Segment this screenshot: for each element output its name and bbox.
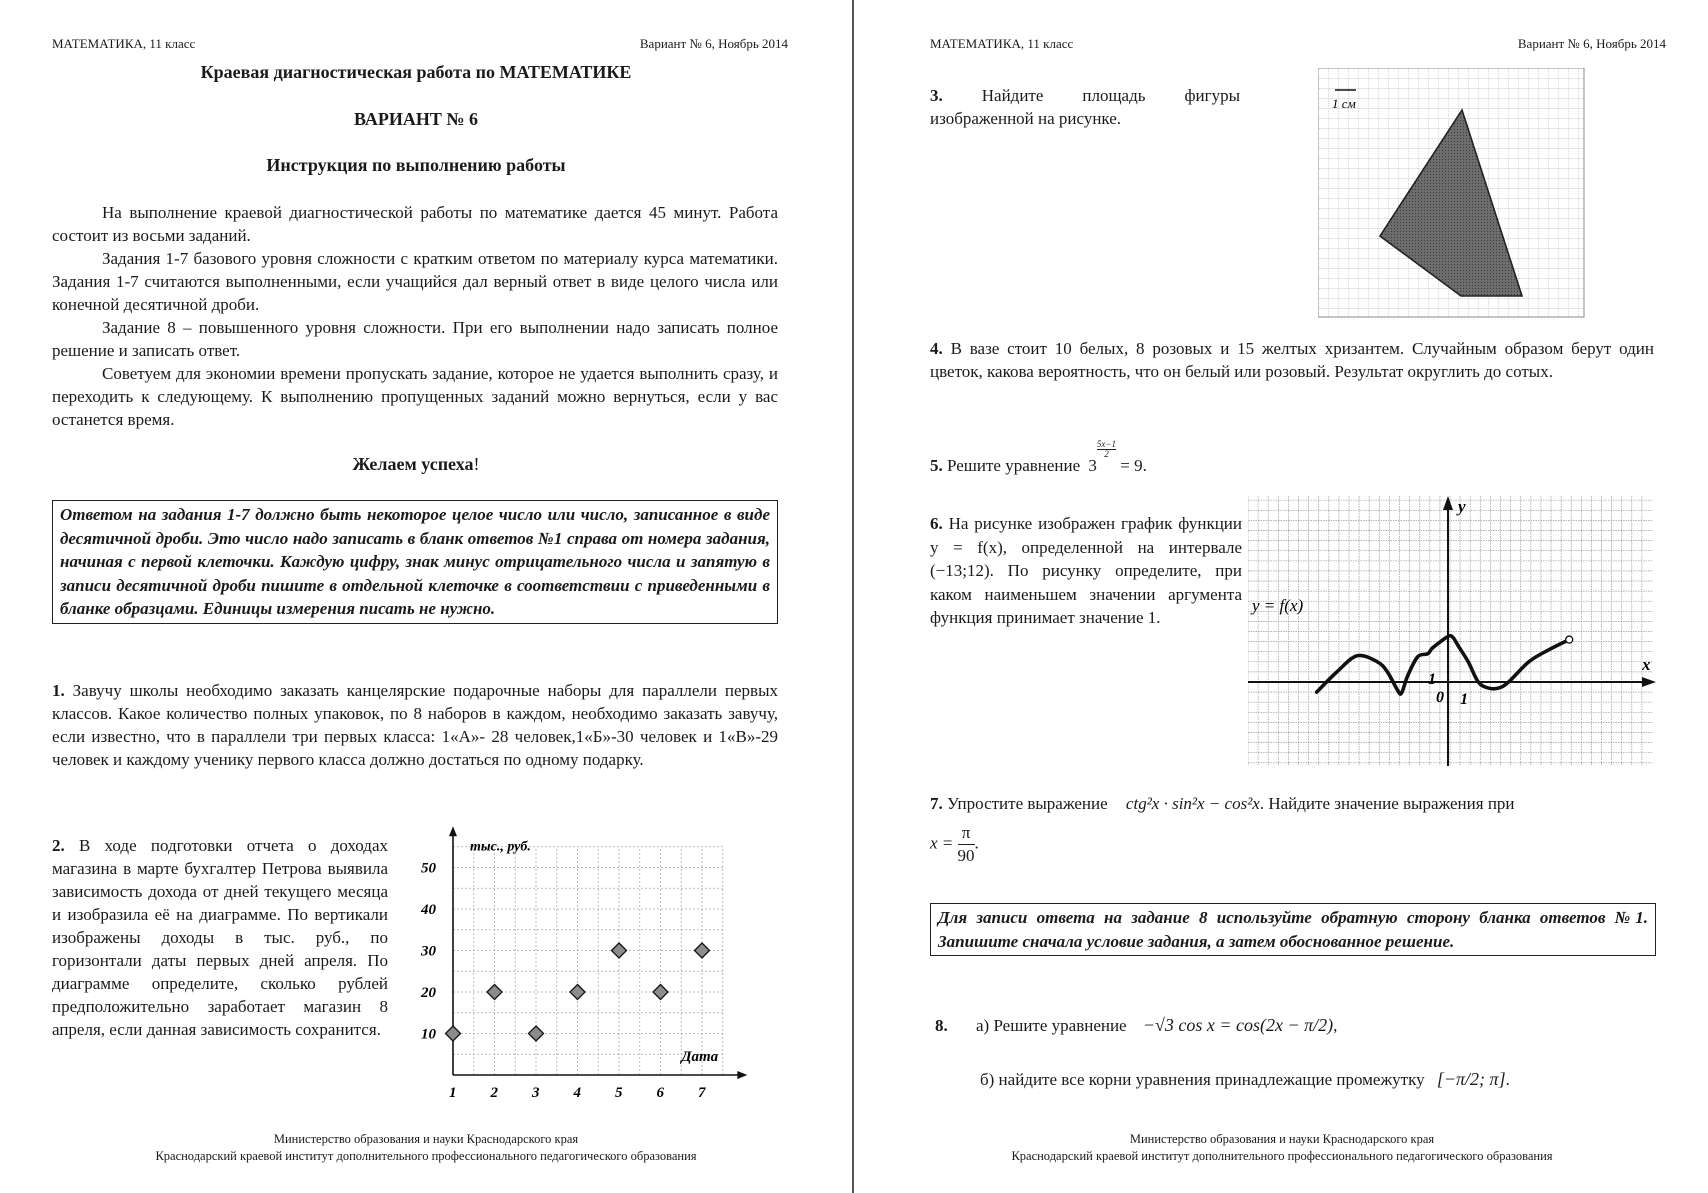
polygon-grid-figure bbox=[1318, 68, 1588, 320]
data-point-diamond bbox=[446, 1026, 461, 1041]
task-5-number: 5. bbox=[930, 456, 943, 475]
intro-paragraph: Задание 8 – повышенного уровня сложности. При его выполнении надо записать полное решение и записать ответ. bbox=[52, 318, 778, 360]
task-5-base: 3 bbox=[1088, 456, 1097, 475]
header-variant: Вариант № 6, Ноябрь 2014 bbox=[1517, 36, 1666, 51]
task-5: 5. Решите уравнение 3 $\frac{5x-1}{2}$ = 9. bbox=[930, 439, 1147, 475]
task-1-number: 1. bbox=[52, 681, 65, 700]
unit-label: 1 см bbox=[1332, 96, 1356, 111]
y-axis-label: y bbox=[1458, 497, 1466, 516]
x-unit-tick-label: 1 bbox=[1460, 691, 1469, 708]
task-6 bbox=[930, 512, 1242, 630]
task-8-instructions-box: Для записи ответа на задание 8 используйте обратную сторону бланка ответов №1. Запишите сначала условие задания, а затем обоснованное решение. bbox=[930, 903, 1656, 956]
y-tick-label: 20 bbox=[421, 985, 436, 1001]
income-scatter-chart bbox=[400, 815, 750, 1105]
task-8-b: б) найдите все корни уравнения принадлежащие промежутку [−π/2; π]. bbox=[980, 1069, 1510, 1089]
y-unit-tick-label: 1 bbox=[1428, 670, 1436, 688]
answer-rules-box: Ответом на задания 1-7 должно быть некоторое целое число или число, записанное в виде десятичной дроби. Это число надо записать в бланк ответов №1 справа от номера задания, начиная с первой клеточки. Каждую цифру, знак минус отрицательного числа и запятую в записи десятичной дроби пишите в отдельной клеточке в соответствии с приведенными в бланке образцами. Единицы измерения писать не нужно. bbox=[52, 500, 778, 624]
y-tick-label: 50 bbox=[421, 860, 436, 877]
x-axis-arrow bbox=[737, 1071, 747, 1079]
task-5-text: Решите уравнение bbox=[947, 456, 1081, 475]
task-4 bbox=[930, 337, 1654, 383]
document-title: Краевая диагностическая работа по МАТЕМАТИКЕ bbox=[200, 62, 632, 82]
task-5-exp-num: 5x−1 bbox=[1096, 439, 1116, 449]
intro-paragraph: Советуем для экономии времени пропускать задание, которое не удается выполнить сразу, и переходить к следующему. К выполнению пропущенных заданий можно вернуться, если у вас останется время. bbox=[52, 364, 778, 429]
task-5-exponent bbox=[1097, 440, 1116, 459]
task-7-fraction bbox=[958, 822, 975, 867]
task-1-text: Завучу школы необходимо заказать канцелярские подарочные наборы для параллели первых классов. Какое количество полных упаковок, по 8 наборов в каждом, необходимо заказать завучу, если известно, что в параллели три первых класса: 1«А»- 28 человек,1«Б»-30 человек и 1«В»-29 человек и каждому ученику первого класса должно достаться по одному подарку. bbox=[52, 681, 778, 769]
intro-paragraph: На выполнение краевой диагностической работы по математике дается 45 минут. Работа состоит из восьми заданий. bbox=[52, 203, 778, 245]
task-7-x: x = bbox=[930, 833, 954, 853]
function-graph bbox=[1248, 496, 1664, 772]
function-label: y = f(x) bbox=[1252, 596, 1304, 616]
task-7-text-2: . Найдите значение выражения при bbox=[1259, 794, 1515, 813]
wish-mark: ! bbox=[473, 454, 480, 474]
task-4-text: В вазе стоит 10 белых, 8 розовых и 15 желтых хризантем. Случайным образом берут один цветок, какова вероятность, что он белый или розовый. Результат округлить до сотых. bbox=[930, 339, 1655, 381]
task-7-text: Упростите выражение bbox=[947, 794, 1108, 813]
task-1 bbox=[52, 679, 778, 771]
y-tick-label: 40 bbox=[421, 902, 436, 918]
task-7-number: 7. bbox=[930, 794, 943, 813]
task-8-number: 8. bbox=[935, 1016, 948, 1035]
x-tick-label: 2 bbox=[490, 1085, 498, 1101]
footer-institute: Краснодарский краевой институт дополнительного профессионального педагогического образования bbox=[1011, 1149, 1553, 1163]
task-2 bbox=[52, 834, 388, 1041]
task-5-rhs: = 9 bbox=[1120, 456, 1143, 475]
x-axis-label: x bbox=[1642, 655, 1651, 674]
task-3 bbox=[930, 84, 1240, 130]
x-tick-label: 4 bbox=[573, 1085, 581, 1101]
footer-ministry: Министерство образования и науки Краснодарского края bbox=[1129, 1132, 1435, 1146]
x-tick-label: 3 bbox=[532, 1085, 540, 1101]
task-8-a-text: а) Решите уравнение bbox=[976, 1016, 1127, 1035]
task-7 bbox=[930, 792, 1654, 815]
footer-institute: Краснодарский краевой институт дополнительного профессионального педагогического образования bbox=[155, 1149, 697, 1163]
y-axis-label: тыс., руб. bbox=[470, 839, 531, 855]
task-8-b-text: б) найдите все корни уравнения принадлежащие промежутку bbox=[980, 1070, 1425, 1089]
data-point-diamond bbox=[612, 943, 627, 958]
task-6-text: На рисунке изображен график функции y = f(x), определенной на интервале (−13;12). По рисунку определите, при каком наименьшем значении аргумента функция принимает значение 1. bbox=[930, 514, 1242, 627]
variant-title: ВАРИАНТ № 6 bbox=[354, 109, 478, 129]
task-4-number: 4. bbox=[930, 339, 943, 358]
header-subject: МАТЕМАТИКА, 11 класс bbox=[52, 36, 196, 51]
data-point-diamond bbox=[653, 985, 668, 1000]
y-tick-label: 10 bbox=[421, 1026, 436, 1043]
task-7-expression: ctg²x · sin²x − cos²x bbox=[1125, 794, 1260, 813]
task-6-number: 6. bbox=[930, 514, 943, 533]
x-tick-label: 1 bbox=[449, 1085, 457, 1101]
task-3-text: Найдите площадь фигуры изображенной на рисунке. bbox=[930, 86, 1240, 128]
y-axis-arrow bbox=[449, 826, 457, 836]
x-tick-label: 5 bbox=[615, 1085, 623, 1101]
task-2-text: В ходе подготовки отчета о доходах магазина в марте бухгалтер Петрова выявила зависимость дохода от дней текущего месяца и изобразила её на диаграмме. По вертикали изображены доходы в тыс. руб., по горизонтали даты первых дней апреля. По диаграмме определите, сколько рублей предположительно заработает магазин 8 апреля, если данная зависимость сохранится. bbox=[52, 836, 388, 1039]
function-curve bbox=[1317, 636, 1570, 694]
task-8-a-expression: −√3 cos x = cos(2x − π/2) bbox=[1142, 1015, 1334, 1035]
y-axis-arrow bbox=[1443, 496, 1453, 510]
task-7-x-value: x = $\frac{\pi}{90}$ . bbox=[930, 823, 979, 865]
data-point-diamond bbox=[570, 985, 585, 1000]
intro-block bbox=[52, 201, 778, 431]
x-tick-label: 6 bbox=[656, 1085, 664, 1101]
x-tick-label: 7 bbox=[698, 1085, 706, 1101]
footer bbox=[0, 1131, 852, 1165]
task-8-a: 8. а) Решите уравнение −√3 cos x = cos(2x − π/2), bbox=[935, 1015, 1338, 1035]
origin-label: 0 bbox=[1436, 689, 1444, 706]
page-right bbox=[856, 0, 1708, 1193]
open-endpoint bbox=[1566, 636, 1573, 643]
page-left bbox=[0, 0, 852, 1193]
x-axis-label: Дата bbox=[681, 1049, 719, 1065]
intro-paragraph: Задания 1-7 базового уровня сложности с кратким ответом по материалу курса математики. Задания 1-7 считаются выполненными, если учащийся дал верный ответ в виде целого числа или конечной десятичной дроби. bbox=[52, 249, 778, 314]
instruction-title: Инструкция по выполнению работы bbox=[266, 155, 566, 175]
task-8-b-interval: [−π/2; π] bbox=[1436, 1069, 1506, 1089]
data-point-diamond bbox=[695, 943, 710, 958]
task-7-den: 90 bbox=[957, 846, 975, 865]
header-variant: Вариант № 6, Ноябрь 2014 bbox=[639, 36, 788, 51]
y-tick-label: 30 bbox=[421, 943, 436, 960]
page-divider bbox=[852, 0, 854, 1193]
task-7-pi: π bbox=[958, 822, 975, 845]
footer-ministry: Министерство образования и науки Краснодарского края bbox=[273, 1132, 579, 1146]
task-3-number: 3. bbox=[930, 86, 943, 105]
header-subject: МАТЕМАТИКА, 11 класс bbox=[930, 36, 1074, 51]
wish-line bbox=[0, 454, 832, 475]
data-point-diamond bbox=[529, 1026, 544, 1041]
x-axis-arrow bbox=[1642, 677, 1656, 687]
data-point-diamond bbox=[487, 985, 502, 1000]
task-2-number: 2. bbox=[52, 836, 65, 855]
task-5-exp-den: 2 bbox=[1104, 449, 1109, 459]
footer bbox=[856, 1131, 1708, 1165]
wish-text: Желаем успеха bbox=[352, 454, 474, 474]
